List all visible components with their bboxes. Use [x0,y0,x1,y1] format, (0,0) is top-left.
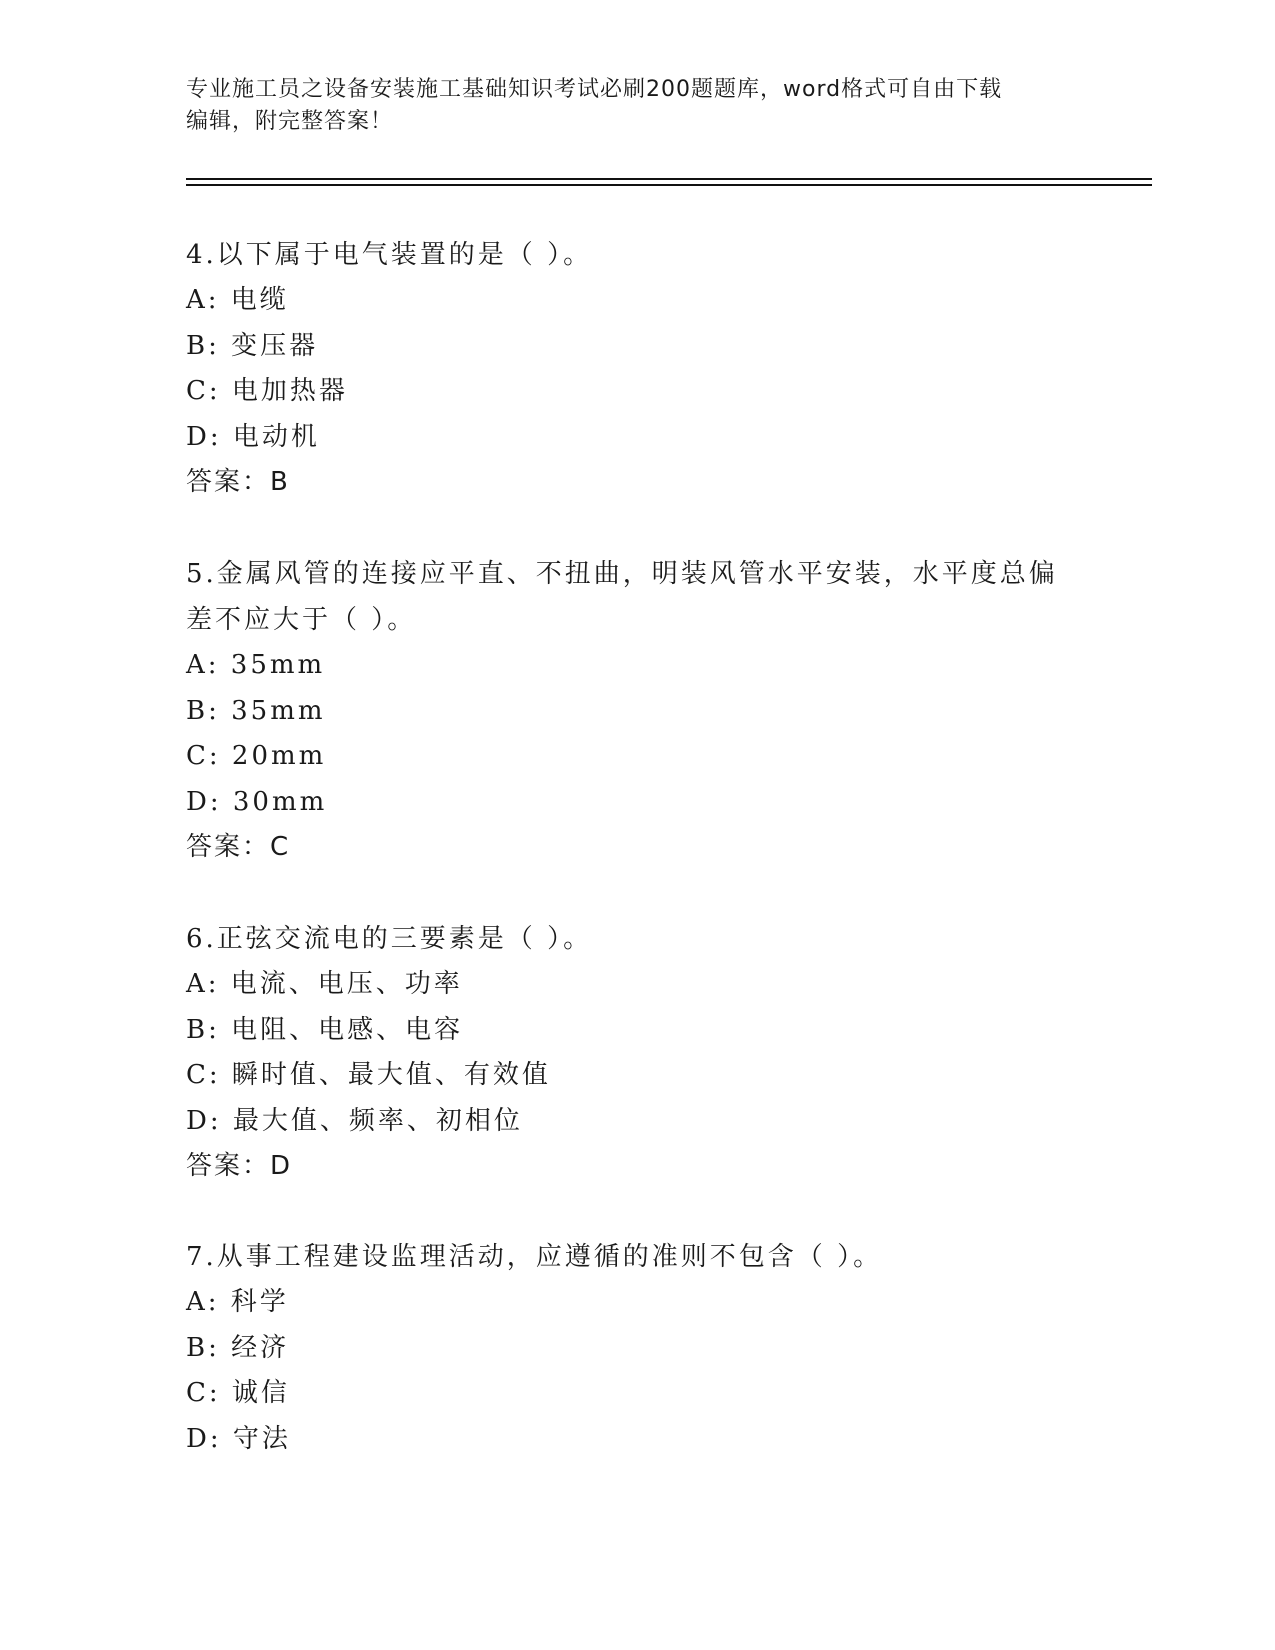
answer: 答案：C [186,832,291,862]
question-stem: 6.正弦交流电的三要素是（ ）。 [186,924,593,954]
option-a: A: 科学 [186,1287,289,1317]
option-c: C: 20mm [186,741,327,771]
option-d: D: 最大值、频率、初相位 [186,1105,523,1136]
question-stem-line-2: 差不应大于（ ）。 [186,605,417,635]
question-stem: 7.从事工程建设监理活动，应遵循的准则不包含（ ）。 [186,1242,883,1272]
option-d: D: 30mm [186,786,328,817]
header-line-1: 专业施工员之设备安装施工基础知识考试必刷200题题库，word格式可自由下载 [186,77,1003,102]
header-divider-top [186,178,1152,180]
answer: 答案：D [186,1151,293,1181]
question-stem-line-1: 5.金属风管的连接应平直、不扭曲，明装风管水平安装，水平度总偏 [186,559,1058,589]
question-5 [186,551,1086,870]
option-b: B: 电阻、电感、电容 [186,1014,464,1045]
option-d: D: 电动机 [186,421,320,452]
question-stem: 4.以下属于电气装置的是（ ）。 [186,240,593,270]
question-7 [186,1234,1086,1462]
option-a: A: 电缆 [186,285,289,315]
option-c: C: 瞬时值、最大值、有效值 [186,1060,551,1090]
option-b: B: 35mm [186,695,326,726]
option-a: A: 电流、电压、功率 [186,969,463,999]
document-header [186,74,1086,138]
option-b: B: 变压器 [186,330,319,361]
answer: 答案：B [186,467,290,497]
option-a: A: 35mm [186,650,326,680]
option-d: D: 守法 [186,1423,291,1454]
question-4 [186,232,1086,505]
header-line-2: 编辑，附完整答案！ [186,109,394,134]
header-divider-bottom [186,184,1152,186]
option-c: C: 诚信 [186,1378,290,1408]
option-c: C: 电加热器 [186,376,348,406]
option-b: B: 经济 [186,1332,290,1363]
question-6 [186,916,1086,1189]
